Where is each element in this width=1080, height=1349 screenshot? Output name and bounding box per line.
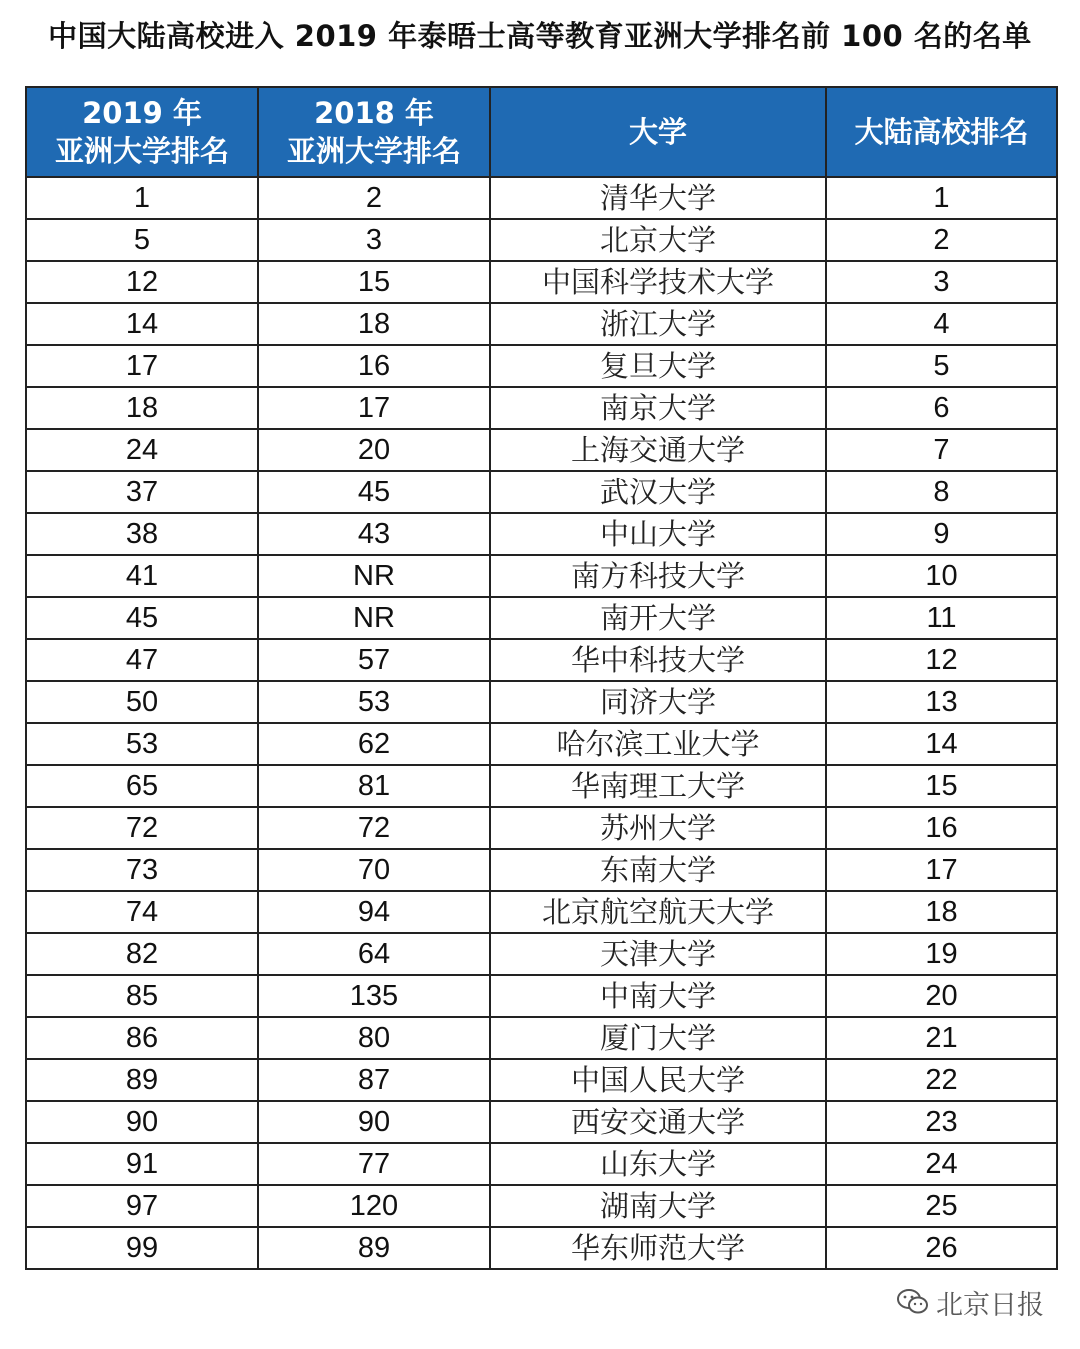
table-row: [26, 891, 1057, 933]
university-name-cell: 湖南大学: [490, 1185, 826, 1227]
rank-2019-cell: 50: [26, 681, 258, 723]
rank-2019-cell: 73: [26, 849, 258, 891]
table-row: [26, 1143, 1057, 1185]
header-2018-rank-line1: 2018 年: [314, 96, 434, 130]
rank-2018-cell: 20: [258, 429, 490, 471]
header-2019-rank-line1: 2019 年: [82, 96, 202, 130]
mainland-rank-cell: 2: [826, 219, 1057, 261]
rank-2018-cell: NR: [258, 555, 490, 597]
university-name-cell: 厦门大学: [490, 1017, 826, 1059]
rank-2019-cell: 38: [26, 513, 258, 555]
rank-2018-cell: 15: [258, 261, 490, 303]
table-row: [26, 723, 1057, 765]
university-name-cell: 武汉大学: [490, 471, 826, 513]
table-row: [26, 807, 1057, 849]
university-name-cell: 哈尔滨工业大学: [490, 723, 826, 765]
watermark: [896, 1282, 1044, 1322]
rank-2019-cell: 97: [26, 1185, 258, 1227]
rank-2019-cell: 45: [26, 597, 258, 639]
university-name-cell: 西安交通大学: [490, 1101, 826, 1143]
mainland-rank-cell: 12: [826, 639, 1057, 681]
rank-2019-cell: 65: [26, 765, 258, 807]
rank-2018-cell: 62: [258, 723, 490, 765]
rank-2019-cell: 47: [26, 639, 258, 681]
rank-2018-cell: 64: [258, 933, 490, 975]
rank-2018-cell: 53: [258, 681, 490, 723]
rank-2018-cell: 3: [258, 219, 490, 261]
rank-2018-cell: 45: [258, 471, 490, 513]
mainland-rank-cell: 25: [826, 1185, 1057, 1227]
mainland-rank-cell: 24: [826, 1143, 1057, 1185]
table-row: [26, 975, 1057, 1017]
rank-2019-cell: 74: [26, 891, 258, 933]
table-row: [26, 1059, 1057, 1101]
mainland-rank-cell: 20: [826, 975, 1057, 1017]
rank-2018-cell: 17: [258, 387, 490, 429]
mainland-rank-cell: 23: [826, 1101, 1057, 1143]
mainland-rank-cell: 9: [826, 513, 1057, 555]
mainland-rank-cell: 21: [826, 1017, 1057, 1059]
mainland-rank-cell: 7: [826, 429, 1057, 471]
university-name-cell: 同济大学: [490, 681, 826, 723]
table-body: [26, 177, 1057, 1269]
table-row: [26, 1017, 1057, 1059]
rank-2018-cell: 81: [258, 765, 490, 807]
header-mainland-rank-label: 大陆高校排名: [854, 115, 1029, 149]
header-mainland-rank: [826, 87, 1057, 177]
header-2019-rank-line2: 亚洲大学排名: [54, 134, 229, 168]
table-row: [26, 765, 1057, 807]
wechat-icon: [896, 1287, 930, 1317]
rank-2019-cell: 99: [26, 1227, 258, 1269]
rank-2019-cell: 5: [26, 219, 258, 261]
ranking-table: [25, 86, 1058, 1270]
mainland-rank-cell: 3: [826, 261, 1057, 303]
university-name-cell: 北京大学: [490, 219, 826, 261]
rank-2018-cell: 89: [258, 1227, 490, 1269]
mainland-rank-cell: 4: [826, 303, 1057, 345]
table-row: [26, 513, 1057, 555]
rank-2018-cell: 57: [258, 639, 490, 681]
university-name-cell: 上海交通大学: [490, 429, 826, 471]
mainland-rank-cell: 6: [826, 387, 1057, 429]
rank-2018-cell: 2: [258, 177, 490, 219]
mainland-rank-cell: 18: [826, 891, 1057, 933]
table-row: [26, 261, 1057, 303]
table-row: [26, 429, 1057, 471]
mainland-rank-cell: 19: [826, 933, 1057, 975]
table-row: [26, 597, 1057, 639]
table-row: [26, 1101, 1057, 1143]
rank-2019-cell: 14: [26, 303, 258, 345]
university-name-cell: 华南理工大学: [490, 765, 826, 807]
mainland-rank-cell: 26: [826, 1227, 1057, 1269]
header-university-label: 大学: [628, 115, 687, 149]
university-name-cell: 清华大学: [490, 177, 826, 219]
rank-2019-cell: 12: [26, 261, 258, 303]
university-name-cell: 东南大学: [490, 849, 826, 891]
table-row: [26, 303, 1057, 345]
table-row: [26, 387, 1057, 429]
table-row: [26, 177, 1057, 219]
rank-2019-cell: 1: [26, 177, 258, 219]
rank-2019-cell: 24: [26, 429, 258, 471]
mainland-rank-cell: 22: [826, 1059, 1057, 1101]
rank-2019-cell: 86: [26, 1017, 258, 1059]
rank-2019-cell: 41: [26, 555, 258, 597]
rank-2018-cell: 87: [258, 1059, 490, 1101]
rank-2018-cell: 90: [258, 1101, 490, 1143]
mainland-rank-cell: 14: [826, 723, 1057, 765]
mainland-rank-cell: 13: [826, 681, 1057, 723]
table-header-row: [26, 87, 1057, 177]
rank-2018-cell: 135: [258, 975, 490, 1017]
university-name-cell: 中国科学技术大学: [490, 261, 826, 303]
university-name-cell: 天津大学: [490, 933, 826, 975]
rank-2018-cell: 16: [258, 345, 490, 387]
page-title: 中国大陆高校进入 2019 年泰晤士高等教育亚洲大学排名前 100 名的名单: [48, 19, 1032, 53]
rank-2018-cell: 94: [258, 891, 490, 933]
university-name-cell: 浙江大学: [490, 303, 826, 345]
mainland-rank-cell: 10: [826, 555, 1057, 597]
rank-2019-cell: 85: [26, 975, 258, 1017]
table-row: [26, 471, 1057, 513]
mainland-rank-cell: 5: [826, 345, 1057, 387]
rank-2019-cell: 72: [26, 807, 258, 849]
university-name-cell: 中南大学: [490, 975, 826, 1017]
university-name-cell: 华东师范大学: [490, 1227, 826, 1269]
rank-2019-cell: 90: [26, 1101, 258, 1143]
header-university: [490, 87, 826, 177]
university-name-cell: 华中科技大学: [490, 639, 826, 681]
table-row: [26, 681, 1057, 723]
rank-2019-cell: 37: [26, 471, 258, 513]
table-row: [26, 555, 1057, 597]
university-name-cell: 复旦大学: [490, 345, 826, 387]
rank-2018-cell: 72: [258, 807, 490, 849]
rank-2019-cell: 53: [26, 723, 258, 765]
rank-2018-cell: NR: [258, 597, 490, 639]
rank-2018-cell: 43: [258, 513, 490, 555]
header-2018-rank: [258, 87, 490, 177]
table-row: [26, 849, 1057, 891]
header-2018-rank-line2: 亚洲大学排名: [286, 134, 461, 168]
table-row: [26, 1227, 1057, 1269]
rank-2018-cell: 18: [258, 303, 490, 345]
university-name-cell: 山东大学: [490, 1143, 826, 1185]
mainland-rank-cell: 16: [826, 807, 1057, 849]
table-row: [26, 219, 1057, 261]
university-name-cell: 南京大学: [490, 387, 826, 429]
rank-2018-cell: 77: [258, 1143, 490, 1185]
mainland-rank-cell: 11: [826, 597, 1057, 639]
rank-2019-cell: 17: [26, 345, 258, 387]
university-name-cell: 苏州大学: [490, 807, 826, 849]
university-name-cell: 中山大学: [490, 513, 826, 555]
university-name-cell: 北京航空航天大学: [490, 891, 826, 933]
university-name-cell: 中国人民大学: [490, 1059, 826, 1101]
rank-2019-cell: 82: [26, 933, 258, 975]
mainland-rank-cell: 17: [826, 849, 1057, 891]
table-row: [26, 639, 1057, 681]
table-row: [26, 933, 1057, 975]
mainland-rank-cell: 8: [826, 471, 1057, 513]
rank-2018-cell: 80: [258, 1017, 490, 1059]
university-name-cell: 南开大学: [490, 597, 826, 639]
mainland-rank-cell: 15: [826, 765, 1057, 807]
table-row: [26, 1185, 1057, 1227]
watermark-text: 北京日报: [936, 1289, 1044, 1321]
rank-2019-cell: 18: [26, 387, 258, 429]
rank-2018-cell: 70: [258, 849, 490, 891]
table-row: [26, 345, 1057, 387]
header-2019-rank: [26, 87, 258, 177]
rank-2018-cell: 120: [258, 1185, 490, 1227]
university-name-cell: 南方科技大学: [490, 555, 826, 597]
rank-2019-cell: 89: [26, 1059, 258, 1101]
mainland-rank-cell: 1: [826, 177, 1057, 219]
rank-2019-cell: 91: [26, 1143, 258, 1185]
